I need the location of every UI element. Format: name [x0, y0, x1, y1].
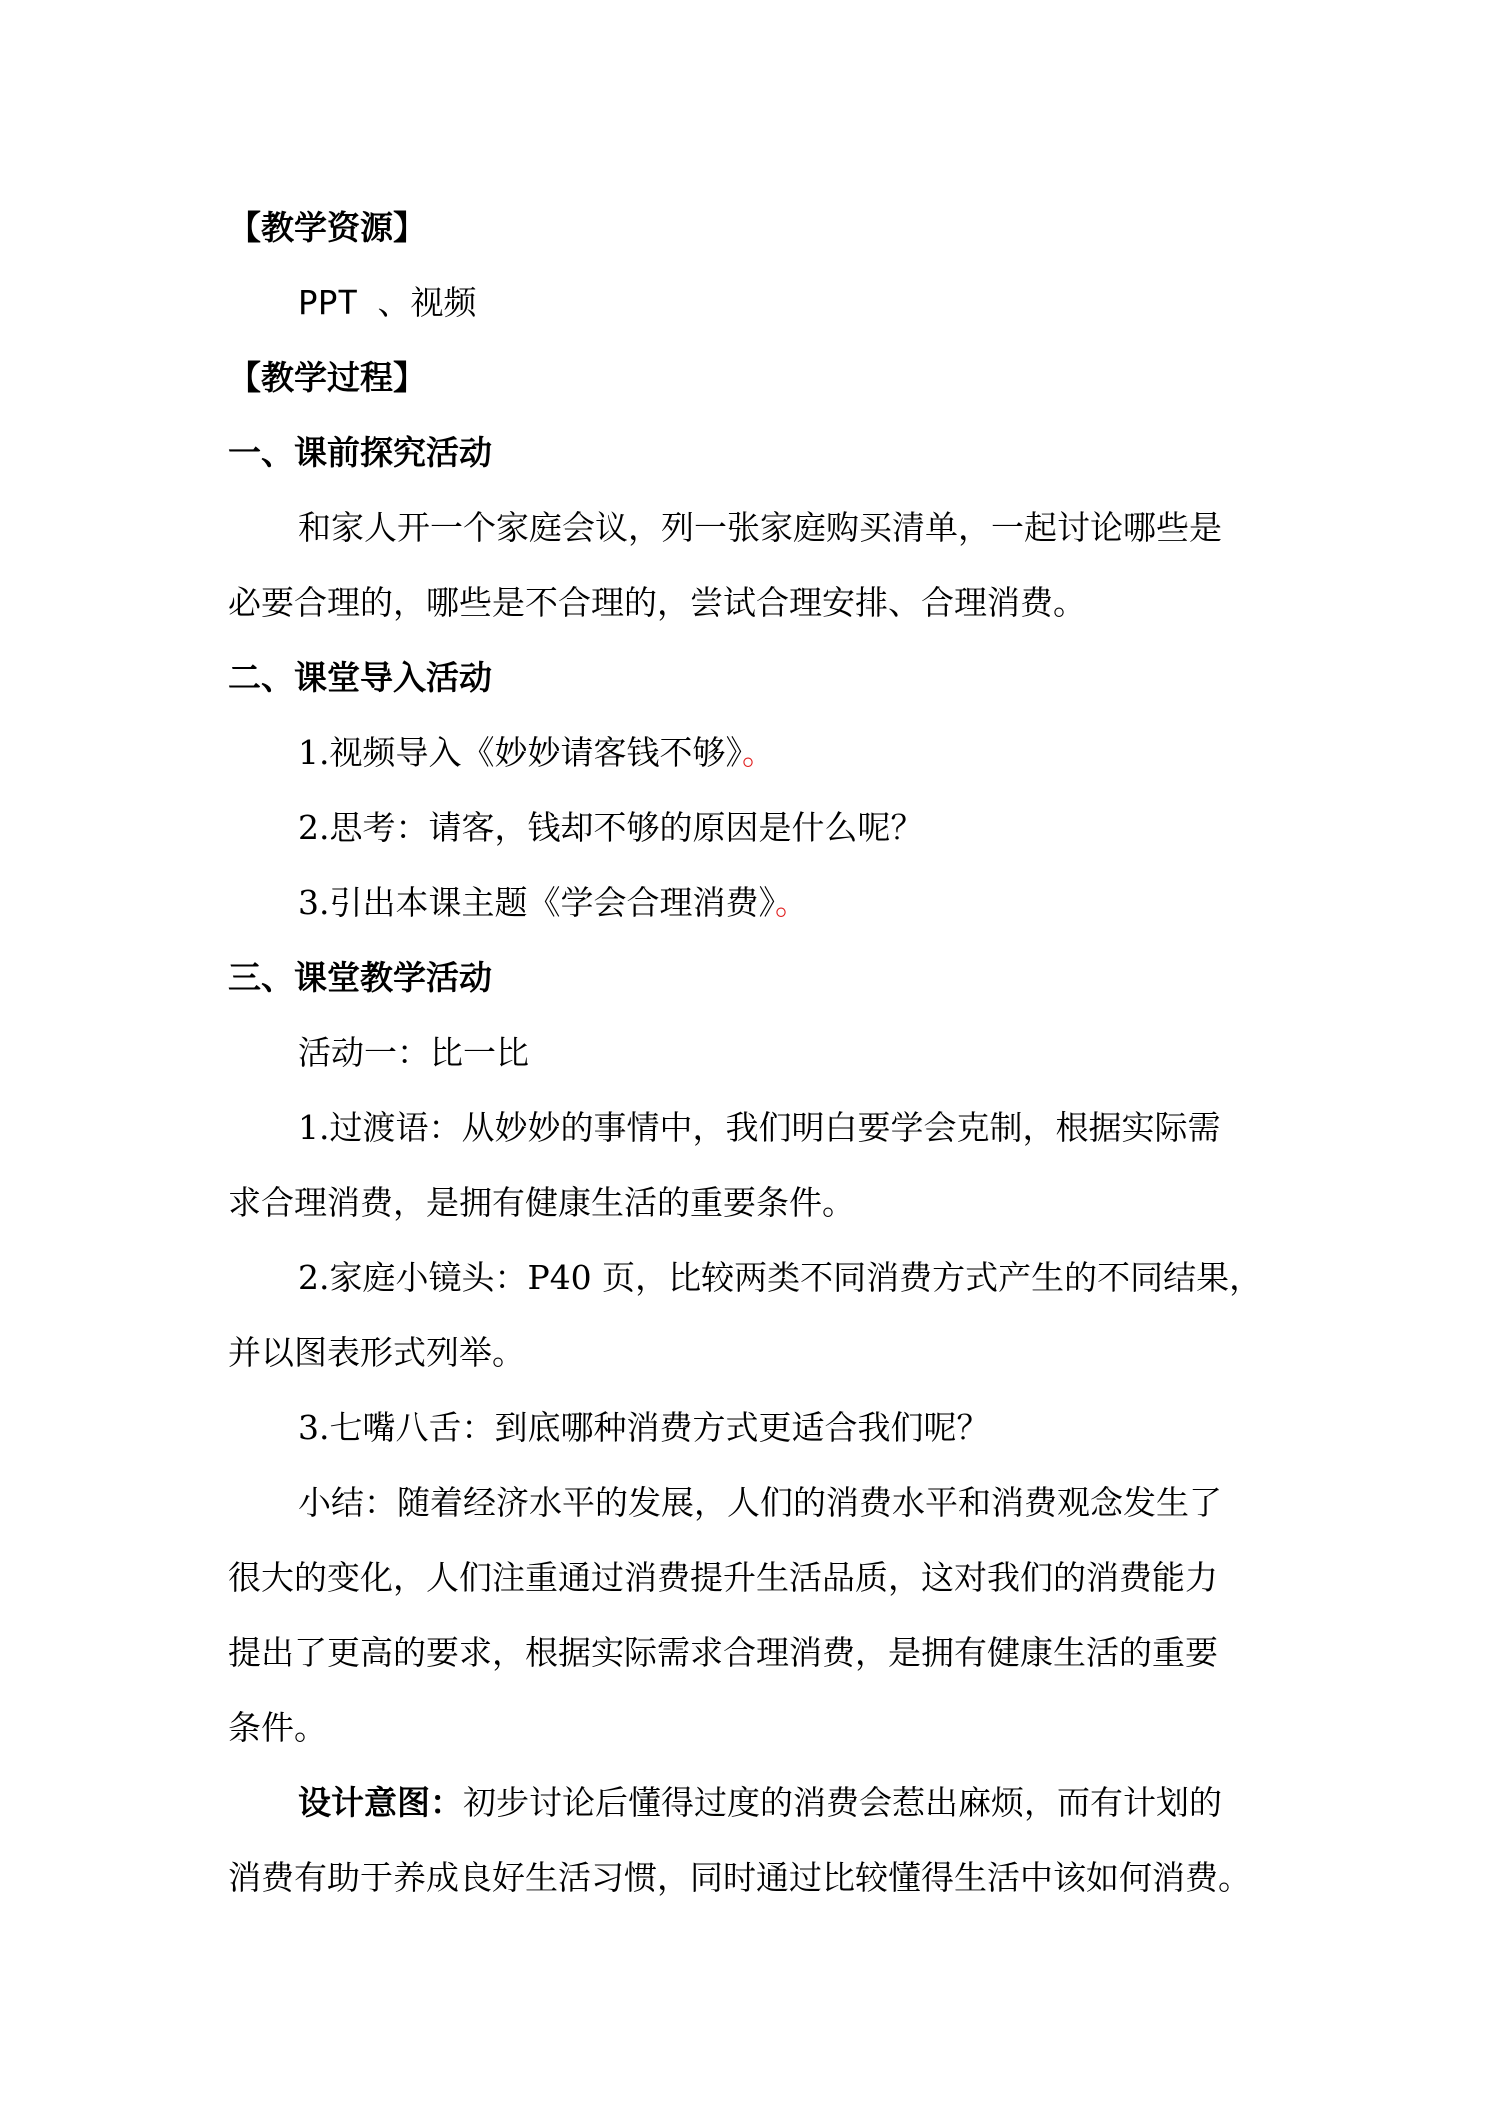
- section-1-paragraph-line-1: 和家人开一个家庭会议，列一张家庭购买清单，一起讨论哪些是: [298, 508, 1222, 547]
- section-2-item-2: 2.思考：请客，钱却不够的原因是什么呢？: [298, 808, 924, 847]
- section-2-item-3: [298, 883, 808, 923]
- section-2-item-1: [298, 733, 775, 773]
- section-3-item-1-line-2: 求合理消费，是拥有健康生活的重要条件。: [228, 1183, 855, 1222]
- section-3-item-2-line-2: 并以图表形式列举。: [228, 1333, 525, 1372]
- summary-line-4: 条件。: [228, 1708, 327, 1747]
- section-2-heading: 二、课堂导入活动: [228, 658, 492, 697]
- section-1-paragraph-line-2: 必要合理的，哪些是不合理的，尝试合理安排、合理消费。: [228, 583, 1086, 622]
- design-intent-text: 初步讨论后懂得过度的消费会惹出麻烦，而有计划的: [463, 1783, 1222, 1822]
- summary-line-1: 小结：随着经济水平的发展，人们的消费水平和消费观念发生了: [298, 1483, 1222, 1522]
- section-3-item-3: 3.七嘴八舌：到底哪种消费方式更适合我们呢？: [298, 1408, 990, 1447]
- section-3-heading: 三、课堂教学活动: [228, 958, 492, 997]
- process-heading: 【教学过程】: [228, 358, 426, 397]
- section-2-item-3-text: 3.引出本课主题《学会合理消费》: [298, 883, 775, 922]
- section-2-item-1-text: 1.视频导入《妙妙请客钱不够》: [298, 733, 742, 772]
- section-3-item-2-line-1: 2.家庭小镜头：P40 页，比较两类不同消费方式产生的不同结果，: [298, 1258, 1263, 1297]
- section-2-item-1-tail: 。: [742, 733, 775, 772]
- resources-text: PPT 、视频: [298, 283, 477, 322]
- design-intent-line-2: 消费有助于养成良好生活习惯，同时通过比较懂得生活中该如何消费。: [228, 1858, 1251, 1897]
- section-3-item-1-line-1: 1.过渡语：从妙妙的事情中，我们明白要学会克制，根据实际需: [298, 1108, 1221, 1147]
- section-1-heading: 一、课前探究活动: [228, 433, 492, 472]
- design-intent-label: 设计意图：: [298, 1783, 463, 1822]
- design-intent-line-1: [298, 1783, 1222, 1823]
- resources-heading: 【教学资源】: [228, 208, 426, 247]
- summary-line-2: 很大的变化，人们注重通过消费提升生活品质，这对我们的消费能力: [228, 1558, 1218, 1597]
- section-3-activity-1: 活动一：比一比: [298, 1033, 529, 1072]
- summary-line-3: 提出了更高的要求，根据实际需求合理消费，是拥有健康生活的重要: [228, 1633, 1218, 1672]
- section-2-item-3-tail: 。: [775, 883, 808, 922]
